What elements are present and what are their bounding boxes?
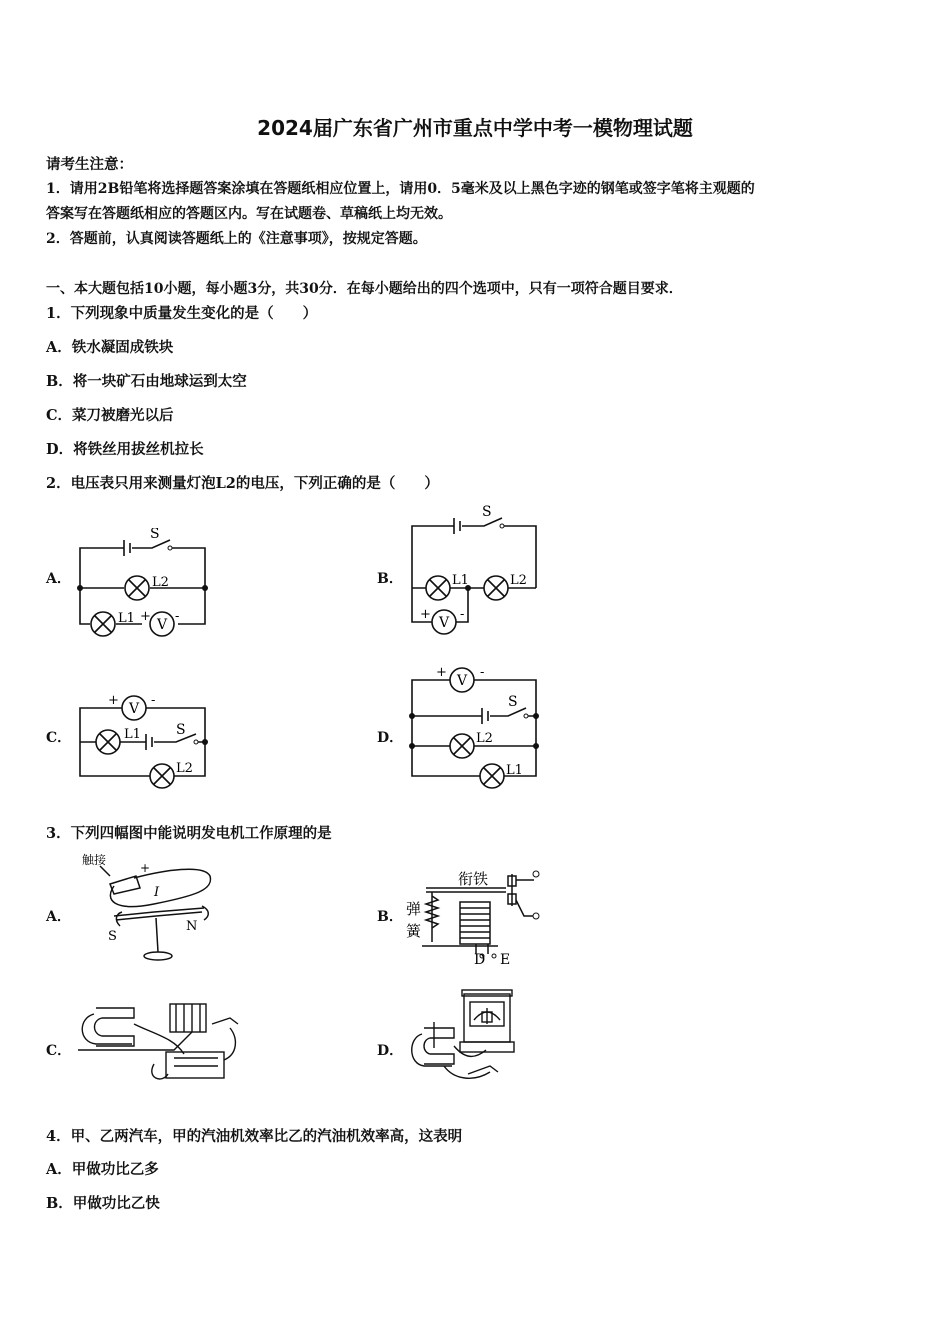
q2-circuit-b: [404, 502, 544, 644]
label-armature: 衔铁: [458, 870, 489, 888]
label-l2: L2: [510, 573, 527, 588]
q2-label-c: C．: [46, 730, 72, 746]
q2-circuit-d: [404, 660, 544, 794]
q2-label-b: B．: [377, 571, 403, 587]
q4-option-a: A．甲做功比乙多: [46, 1161, 159, 1178]
label-s: S: [482, 504, 492, 520]
q2-label-d: D．: [377, 730, 404, 746]
q4-stem: 4．甲、乙两汽车，甲的汽油机效率比乙的汽油机效率高，这表明: [46, 1128, 463, 1145]
q3-figure-b-relay: [402, 862, 548, 970]
q2-label-a: A．: [46, 571, 71, 587]
label-current: I: [154, 885, 160, 900]
q1-option-d: D．将铁丝用拔丝机拉长: [46, 441, 204, 458]
q2-stem: 2．电压表只用来测量灯泡L2的电压，下列正确的是（ ）: [46, 475, 439, 492]
label-v: V: [129, 701, 140, 717]
q3-label-d: D．: [377, 1043, 404, 1059]
label-plus: +: [436, 665, 447, 680]
label-plus: +: [140, 861, 151, 875]
q3-figure-a-oersted: [74, 850, 224, 968]
label-l1: L1: [118, 611, 135, 626]
label-minus: -: [151, 693, 156, 708]
q3-stem: 3．下列四幅图中能说明发电机工作原理的是: [46, 825, 332, 842]
label-d: D: [474, 952, 486, 968]
label-touch: 触接: [82, 853, 107, 867]
label-plus: +: [420, 607, 431, 622]
label-minus: -: [480, 665, 485, 680]
label-s: S: [176, 722, 186, 738]
label-l1: L1: [124, 727, 141, 742]
q3-figure-c-motor: [74, 994, 244, 1090]
page-title: 2024届广东省广州市重点中学中考一模物理试题: [257, 116, 693, 140]
label-l2: L2: [476, 731, 493, 746]
label-l2: L2: [176, 761, 193, 776]
label-minus: -: [175, 609, 180, 624]
label-plus: +: [108, 693, 119, 708]
label-v: V: [457, 673, 468, 689]
label-spring-2: 簧: [406, 922, 422, 940]
section-heading: 一、本大题包括10小题，每小题3分，共30分．在每小题给出的四个选项中，只有一项符合题目要求．: [46, 281, 683, 297]
q1-stem: 1．下列现象中质量发生变化的是（ ）: [46, 305, 318, 322]
q2-circuit-a: [72, 528, 212, 644]
q1-option-a: A．铁水凝固成铁块: [46, 339, 174, 356]
q2-circuit-c: [72, 690, 212, 794]
label-north: N: [186, 919, 198, 934]
label-l1: L1: [506, 763, 523, 778]
label-minus: -: [460, 607, 465, 622]
q3-figure-d-galvanometer: [404, 988, 544, 1086]
label-v: V: [439, 615, 450, 631]
label-s: S: [150, 528, 160, 542]
label-plus: +: [140, 609, 151, 624]
q3-label-b: B．: [377, 909, 403, 925]
label-l1: L1: [452, 573, 469, 588]
label-south: S: [108, 929, 117, 944]
notice-line-1: 1．请用2B铅笔将选择题答案涂填在答题纸相应位置上，请用0．5毫米及以上黑色字迹的钢笔或签字笔将主观题的: [46, 181, 755, 197]
label-spring-1: 弹: [406, 900, 422, 918]
notice-heading: 请考生注意：: [46, 156, 133, 173]
label-v: V: [157, 617, 168, 633]
q1-option-b: B．将一块矿石由地球运到太空: [46, 373, 247, 390]
label-l2: L2: [152, 575, 169, 590]
notice-line-2: 2．答题前，认真阅读答题纸上的《注意事项》，按规定答题。: [46, 231, 427, 247]
q3-label-a: A．: [46, 909, 71, 925]
notice-line-1b: 答案写在答题纸相应的答题区内。写在试题卷、草稿纸上均无效。: [46, 206, 452, 222]
q4-option-b: B．甲做功比乙快: [46, 1195, 160, 1212]
label-e: E: [500, 952, 511, 968]
q1-option-c: C．菜刀被磨光以后: [46, 407, 174, 424]
q3-label-c: C．: [46, 1043, 72, 1059]
label-s: S: [508, 694, 518, 710]
